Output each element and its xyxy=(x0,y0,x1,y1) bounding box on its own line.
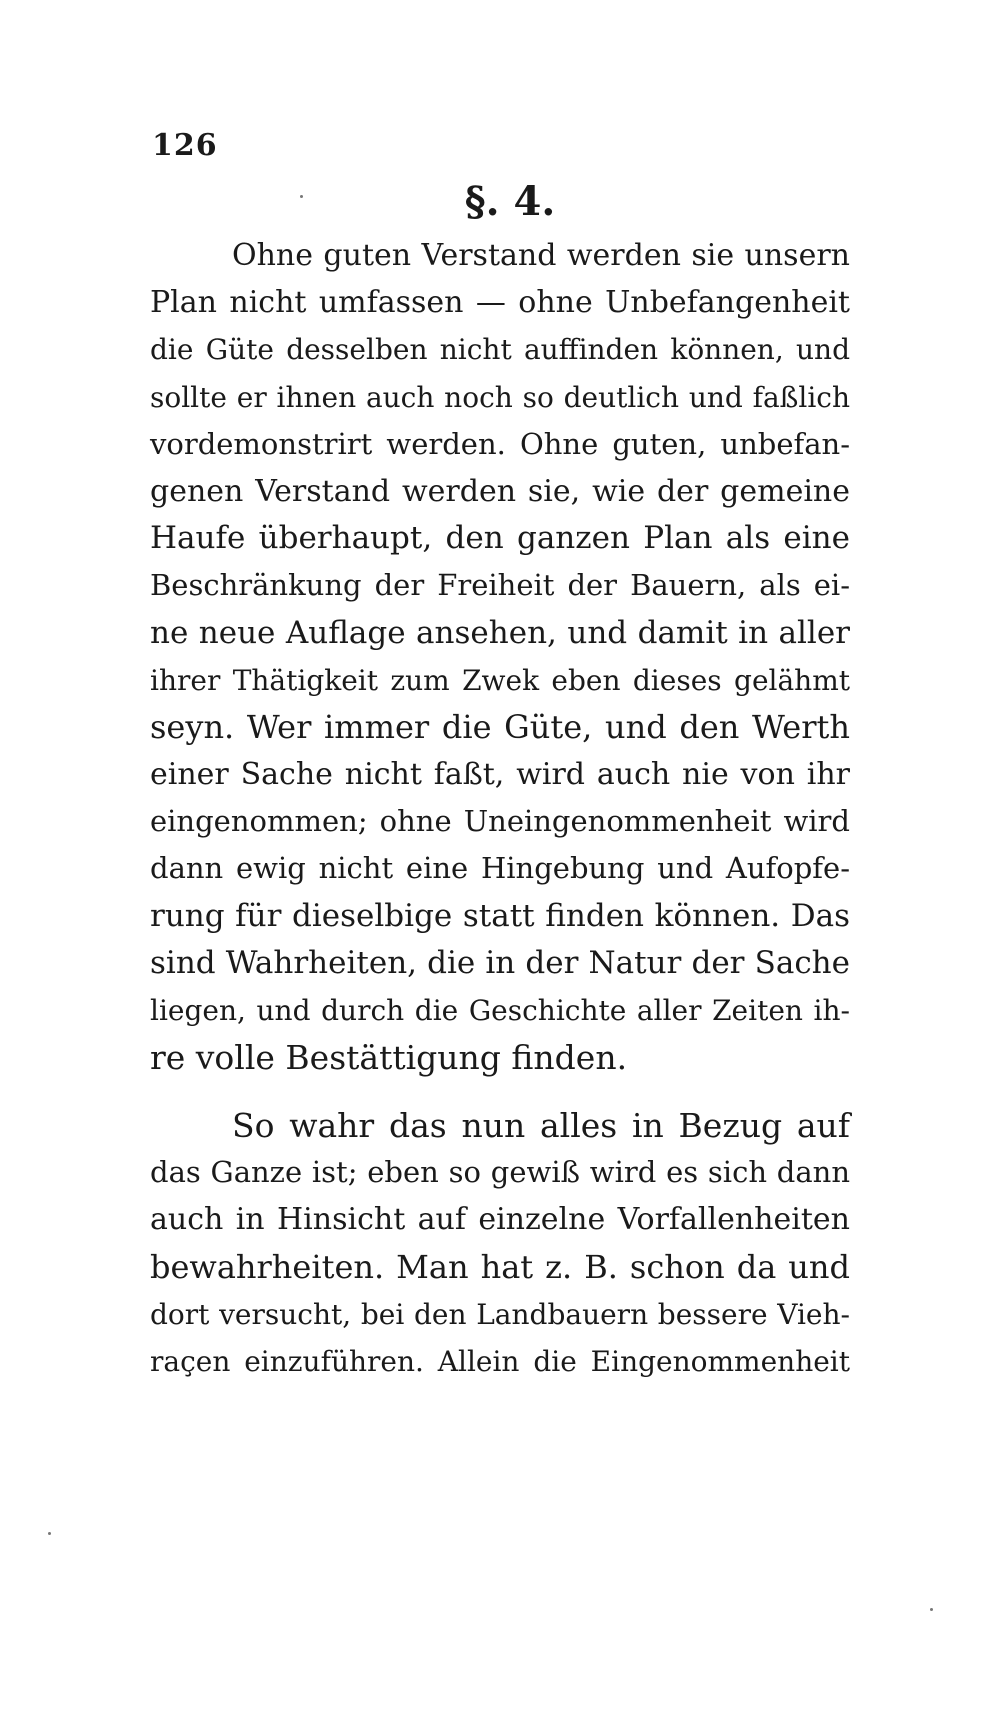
text-line: Haufe überhaupt, den ganzen Plan als eine xyxy=(150,520,850,557)
text-line: einer Sache nicht faßt, wird auch nie von ihr xyxy=(150,757,850,793)
text-line: seyn. Wer immer die Güte, und den Werth xyxy=(150,707,850,746)
text-line: sollte er ihnen auch noch so deutlich und faßlich xyxy=(150,380,850,414)
text-line: die Güte desselben nicht auffinden können, und xyxy=(150,333,850,367)
text-line: dort versucht, bei den Landbauern bessere Vieh- xyxy=(150,1297,850,1331)
text-line: ne neue Auflage ansehen, und damit in aller xyxy=(150,614,850,651)
text-line: Beschränkung der Freiheit der Bauern, als ei- xyxy=(150,568,850,603)
text-line: Plan nicht umfassen — ohne Unbefangenheit xyxy=(150,285,850,321)
text-line: ihrer Thätigkeit zum Zwek eben dieses gelähmt xyxy=(150,663,850,697)
paper-speck xyxy=(930,1608,933,1611)
paper-speck xyxy=(48,1532,51,1535)
paragraph-1 xyxy=(150,232,850,1081)
text-line: rung für dieselbige statt finden können. Das xyxy=(150,897,850,934)
text-line: sind Wahrheiten, die in der Natur der Sache xyxy=(150,944,850,981)
text-line: das Ganze ist; eben so gewiß wird es sich dann xyxy=(150,1155,850,1190)
paper-speck xyxy=(300,195,303,198)
text-line: vordemonstrirt werden. Ohne guten, unbefan- xyxy=(150,426,850,461)
text-line: Ohne guten Verstand werden sie unsern xyxy=(232,238,850,273)
page-number: 126 xyxy=(152,128,218,163)
text-line: auch in Hinsicht auf einzelne Vorfallenheiten xyxy=(150,1202,850,1238)
text-line: genen Verstand werden sie, wie der gemeine xyxy=(150,473,850,509)
text-line: liegen, und durch die Geschichte aller Zeiten ih- xyxy=(150,994,850,1027)
paragraph-2 xyxy=(150,1102,850,1385)
text-line: eingenommen; ohne Uneingenommenheit wird xyxy=(150,804,850,839)
text-line: re volle Bestättigung finden. xyxy=(150,1038,628,1078)
text-line: dann ewig nicht eine Hingebung und Aufopfe- xyxy=(150,851,850,886)
text-line: So wahr das nun alles in Bezug auf xyxy=(232,1106,850,1145)
text-line: raçen einzuführen. Allein die Eingenommenheit xyxy=(150,1344,850,1378)
section-heading: §. 4. xyxy=(464,178,556,225)
text-line: bewahrheiten. Man hat z. B. schon da und xyxy=(150,1247,850,1286)
